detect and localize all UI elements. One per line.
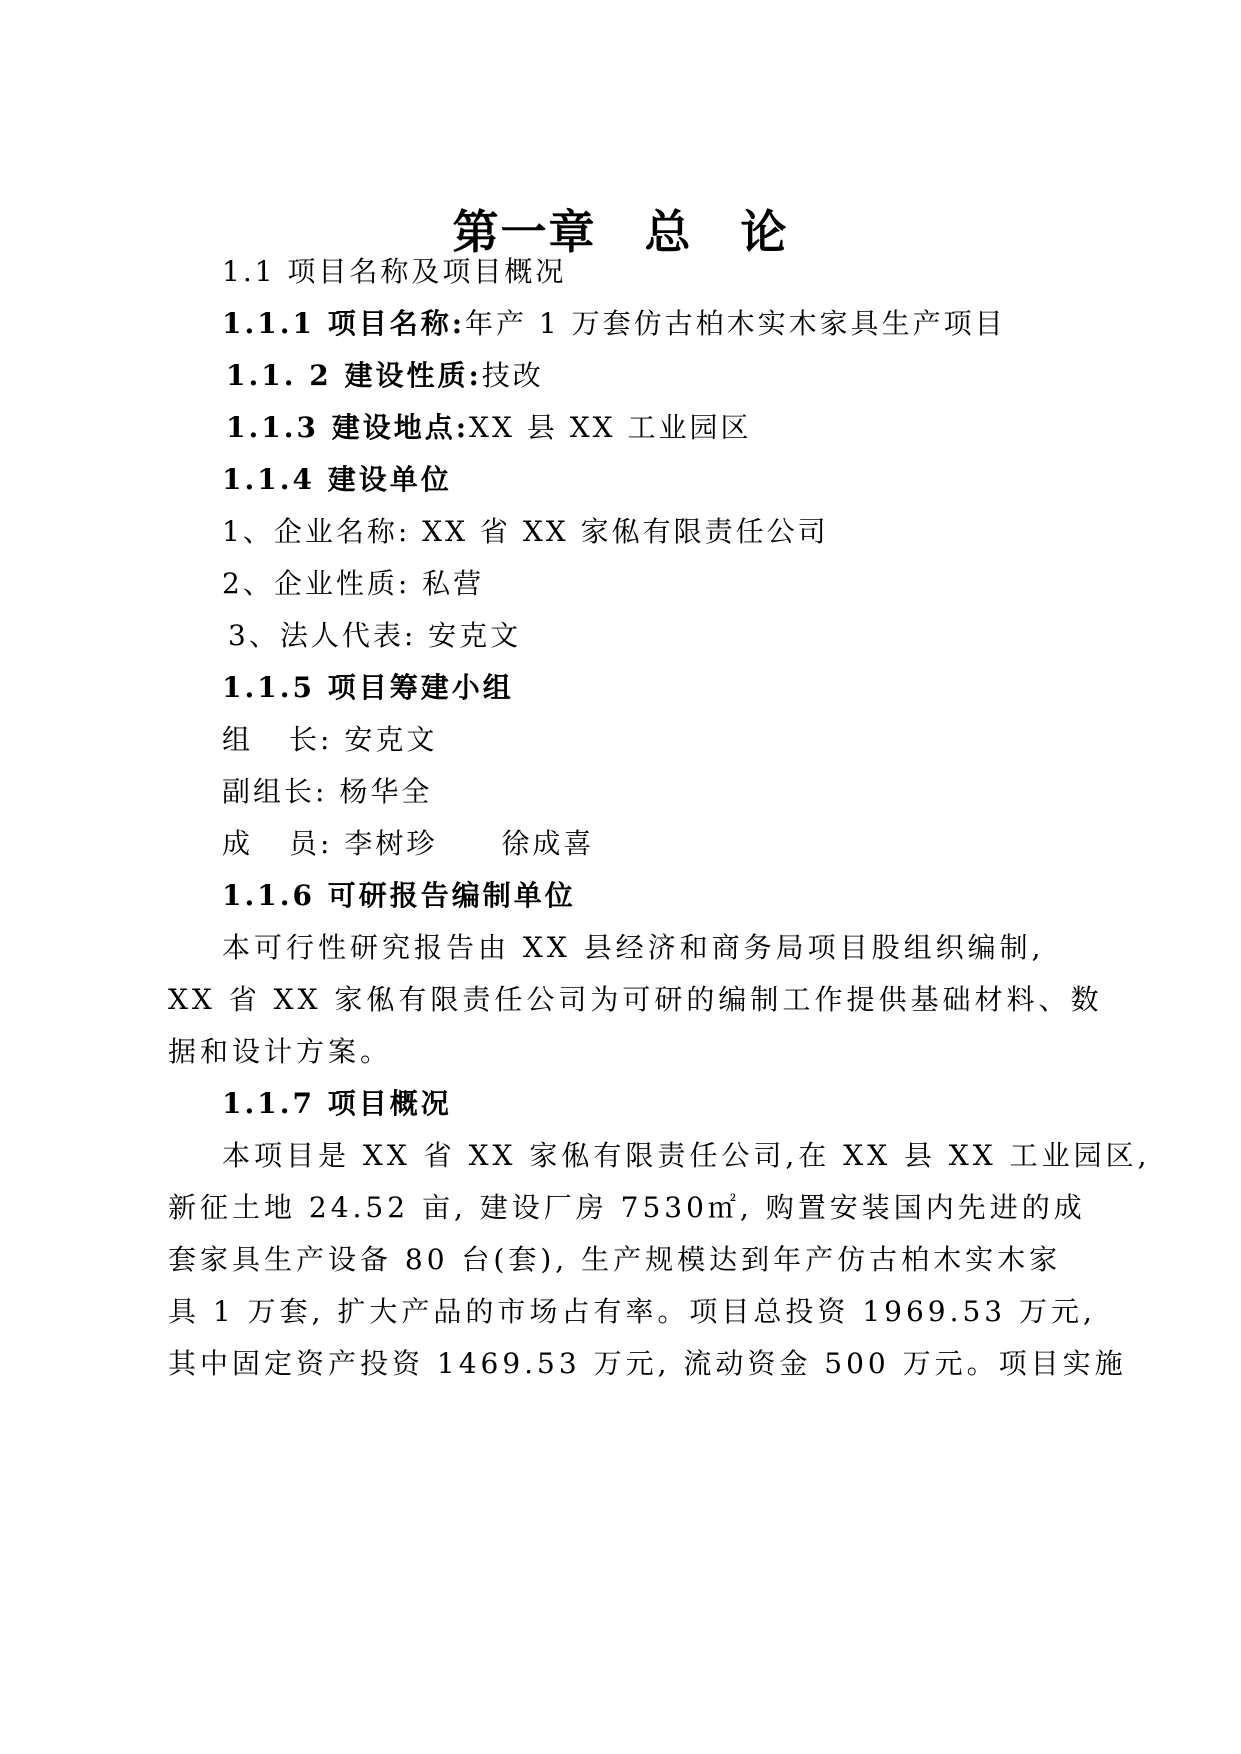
section-1-1-1-value: 年产 1 万套仿古柏木实木家具生产项目 (465, 307, 1006, 340)
section-1-1-heading: 1.1 项目名称及项目概况 (222, 255, 567, 288)
section-1-1-6-heading: 1.1.6 可研报告编制单位 (222, 879, 576, 912)
section-1-1-2 (226, 356, 544, 396)
group-leader-line (222, 720, 437, 760)
group-member-2: 徐成喜 (501, 827, 595, 860)
paragraph-line: XX 省 XX 家俬有限责任公司为可研的编制工作提供基础材料、数 (168, 983, 1103, 1016)
group-member-label-tail: 员: (289, 827, 333, 860)
section-1-1-1-label: 1.1.1 项目名称: (222, 307, 466, 340)
section-1-1-3-value: XX 县 XX 工业园区 (469, 411, 752, 444)
group-leader-name: 安克文 (344, 723, 438, 756)
paragraph-line: 本可行性研究报告由 XX 县经济和商务局项目股组织编制, (222, 931, 1045, 964)
group-deputy-name: 杨华全 (339, 775, 433, 808)
section-1-1-1 (222, 304, 1006, 344)
paragraph-line: 其中固定资产投资 1469.53 万元, 流动资金 500 万元。项目实施 (168, 1347, 1127, 1380)
group-deputy-label: 副组长: (222, 775, 328, 808)
paragraph-line: 具 1 万套, 扩大产品的市场占有率。项目总投资 1969.53 万元, (168, 1295, 1096, 1328)
group-member-label: 成 (222, 827, 254, 860)
section-1-1-3 (226, 408, 751, 448)
unit-item: 1、企业名称: XX 省 XX 家俬有限责任公司 (222, 515, 829, 548)
section-1-1-3-label: 1.1.3 建设地点: (226, 411, 470, 444)
section-1-1-2-value: 技改 (481, 359, 544, 392)
paragraph-line: 据和设计方案。 (168, 1035, 393, 1068)
section-1-1-5-heading: 1.1.5 项目筹建小组 (222, 671, 514, 704)
section-1-1-4-heading: 1.1.4 建设单位 (222, 463, 452, 496)
group-leader-label-tail: 长: (289, 723, 333, 756)
group-leader-label: 组 (222, 723, 254, 756)
section-1-1-7-heading: 1.1.7 项目概况 (222, 1087, 452, 1120)
group-member-1: 李树珍 (344, 827, 438, 860)
group-member-line (222, 824, 594, 864)
section-1-1-2-label: 1.1. 2 建设性质: (226, 359, 482, 392)
unit-item: 2、企业性质: 私营 (222, 567, 485, 600)
group-deputy-line (222, 772, 432, 812)
unit-item: 3、法人代表: 安克文 (228, 619, 522, 652)
chapter-title: 第一章 总 论 (452, 205, 789, 259)
paragraph-line: 套家具生产设备 80 台(套), 生产规模达到年产仿古柏木实木家 (168, 1243, 1062, 1276)
paragraph-line: 新征土地 24.52 亩, 建设厂房 7530㎡, 购置安装国内先进的成 (168, 1191, 1086, 1224)
paragraph-line: 本项目是 XX 省 XX 家俬有限责任公司,在 XX 县 XX 工业园区, (222, 1139, 1151, 1172)
